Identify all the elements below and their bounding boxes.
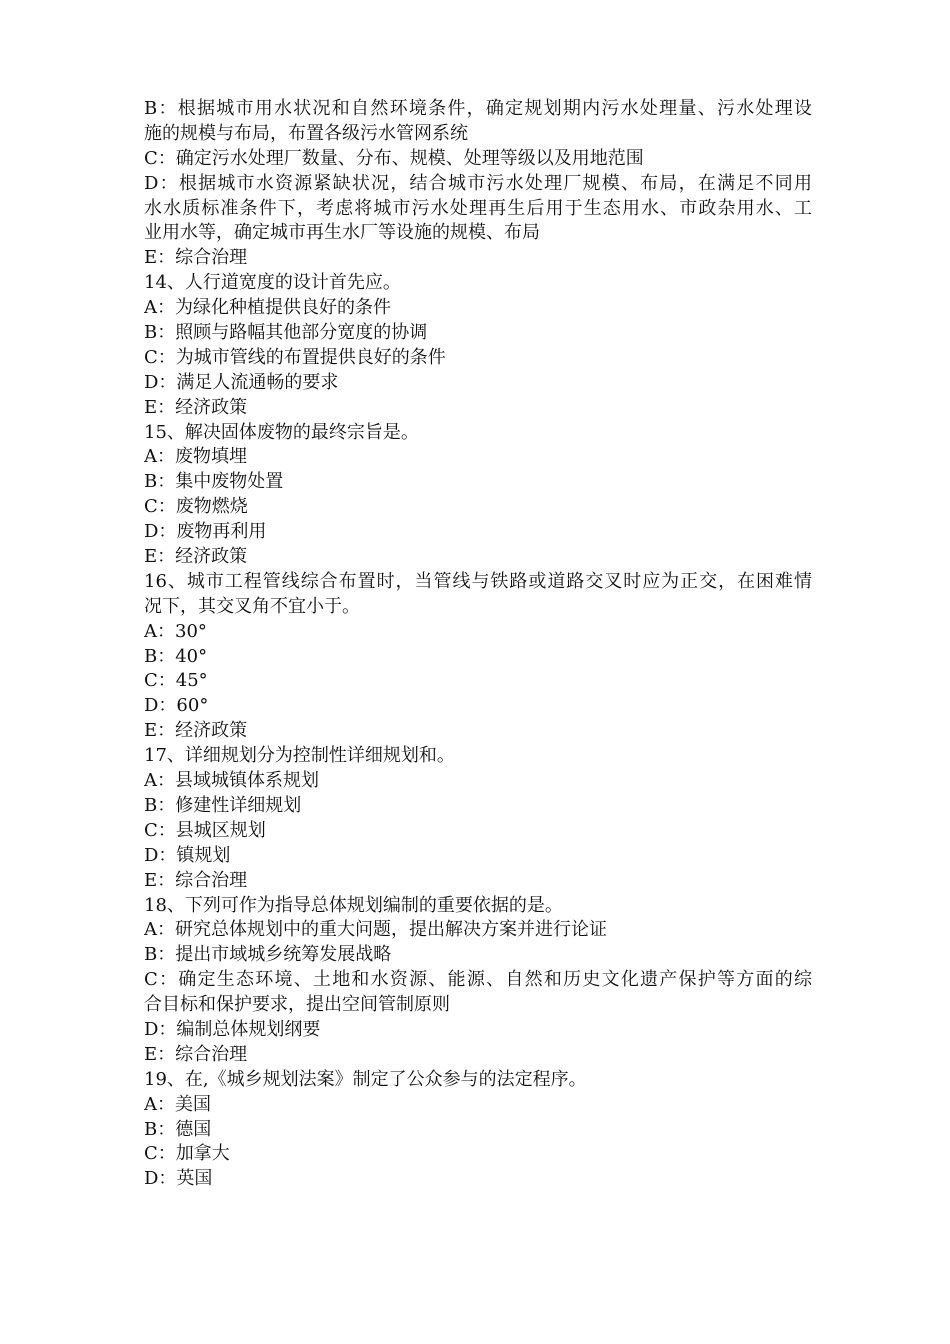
option-line: A：县域城镇体系规划 [144,770,319,792]
option-line: D：满足人流通畅的要求 [144,371,339,393]
text-line: D：根据城市水资源紧缺状况，结合城市污水处理厂规模、布局，在满足不同用 [144,172,812,194]
option-line: B：提出市域城乡统筹发展战略 [144,944,392,966]
option-line: D：废物再利用 [144,521,267,543]
text-line: B：根据城市用水状况和自然环境条件，确定规划期内污水处理量、污水处理设 [144,98,812,119]
option-line: A：研究总体规划中的重大问题，提出解决方案并进行论证 [144,919,607,941]
text-line: 合目标和保护要求，提出空间管制原则 [144,994,450,1016]
question-16: 16、城市工程管线综合布置时，当管线与铁路或道路交叉时应为正交，在困难情 [144,570,812,592]
option-line: D：镇规划 [144,844,231,866]
option-line: D：60° [144,695,209,717]
option-line: D：英国 [144,1168,213,1190]
question-19: 19、在,《城乡规划法案》制定了公众参与的法定程序。 [144,1068,587,1090]
text-line: 业用水等，确定城市再生水厂等设施的规模、布局 [144,222,540,244]
option-line: B：照顾与路幅其他部分宽度的协调 [144,322,428,344]
text-line: 施的规模与布局，布置各级污水管网系统 [144,122,468,144]
option-line: B：集中废物处置 [144,471,284,493]
option-line: C：确定生态环境、土地和水资源、能源、自然和历史文化遗产保护等方面的综 [144,969,812,991]
question-17: 17、详细规划分为控制性详细规划和。 [144,745,455,767]
option-line: B：修建性详细规划 [144,794,302,816]
option-line: B：40° [144,645,208,667]
option-line: E：经济政策 [144,546,248,568]
option-line: A：美国 [144,1093,211,1115]
option-line: C：县城区规划 [144,819,266,841]
option-line: B：德国 [144,1118,212,1140]
option-line: A：为绿化种植提供良好的条件 [144,297,391,319]
question-18: 18、下列可作为指导总体规划编制的重要依据的是。 [144,894,563,916]
document-body [144,97,812,1192]
text-line: 水水质标准条件下，考虑将城市污水处理再生后用于生态用水、市政杂用水、工 [144,197,812,219]
question-14: 14、人行道宽度的设计首先应。 [144,272,401,294]
option-line: D：编制总体规划纲要 [144,1018,321,1040]
option-line: C：废物燃烧 [144,496,248,518]
text-line: C：确定污水处理厂数量、分布、规模、处理等级以及用地范围 [144,147,644,169]
option-line: E：经济政策 [144,720,248,742]
option-line: A：废物填埋 [144,446,247,468]
option-line: C：为城市管线的布置提供良好的条件 [144,346,446,368]
text-line: 况下，其交叉角不宜小于。 [144,595,360,617]
option-line: E：综合治理 [144,869,248,891]
question-15: 15、解决固体废物的最终宗旨是。 [144,421,419,443]
option-line: E：经济政策 [144,396,248,418]
option-line: E：综合治理 [144,1043,248,1065]
option-line: C：加拿大 [144,1143,230,1165]
text-line: E：综合治理 [144,247,248,269]
option-line: A：30° [144,620,207,642]
option-line: C：45° [144,670,208,692]
